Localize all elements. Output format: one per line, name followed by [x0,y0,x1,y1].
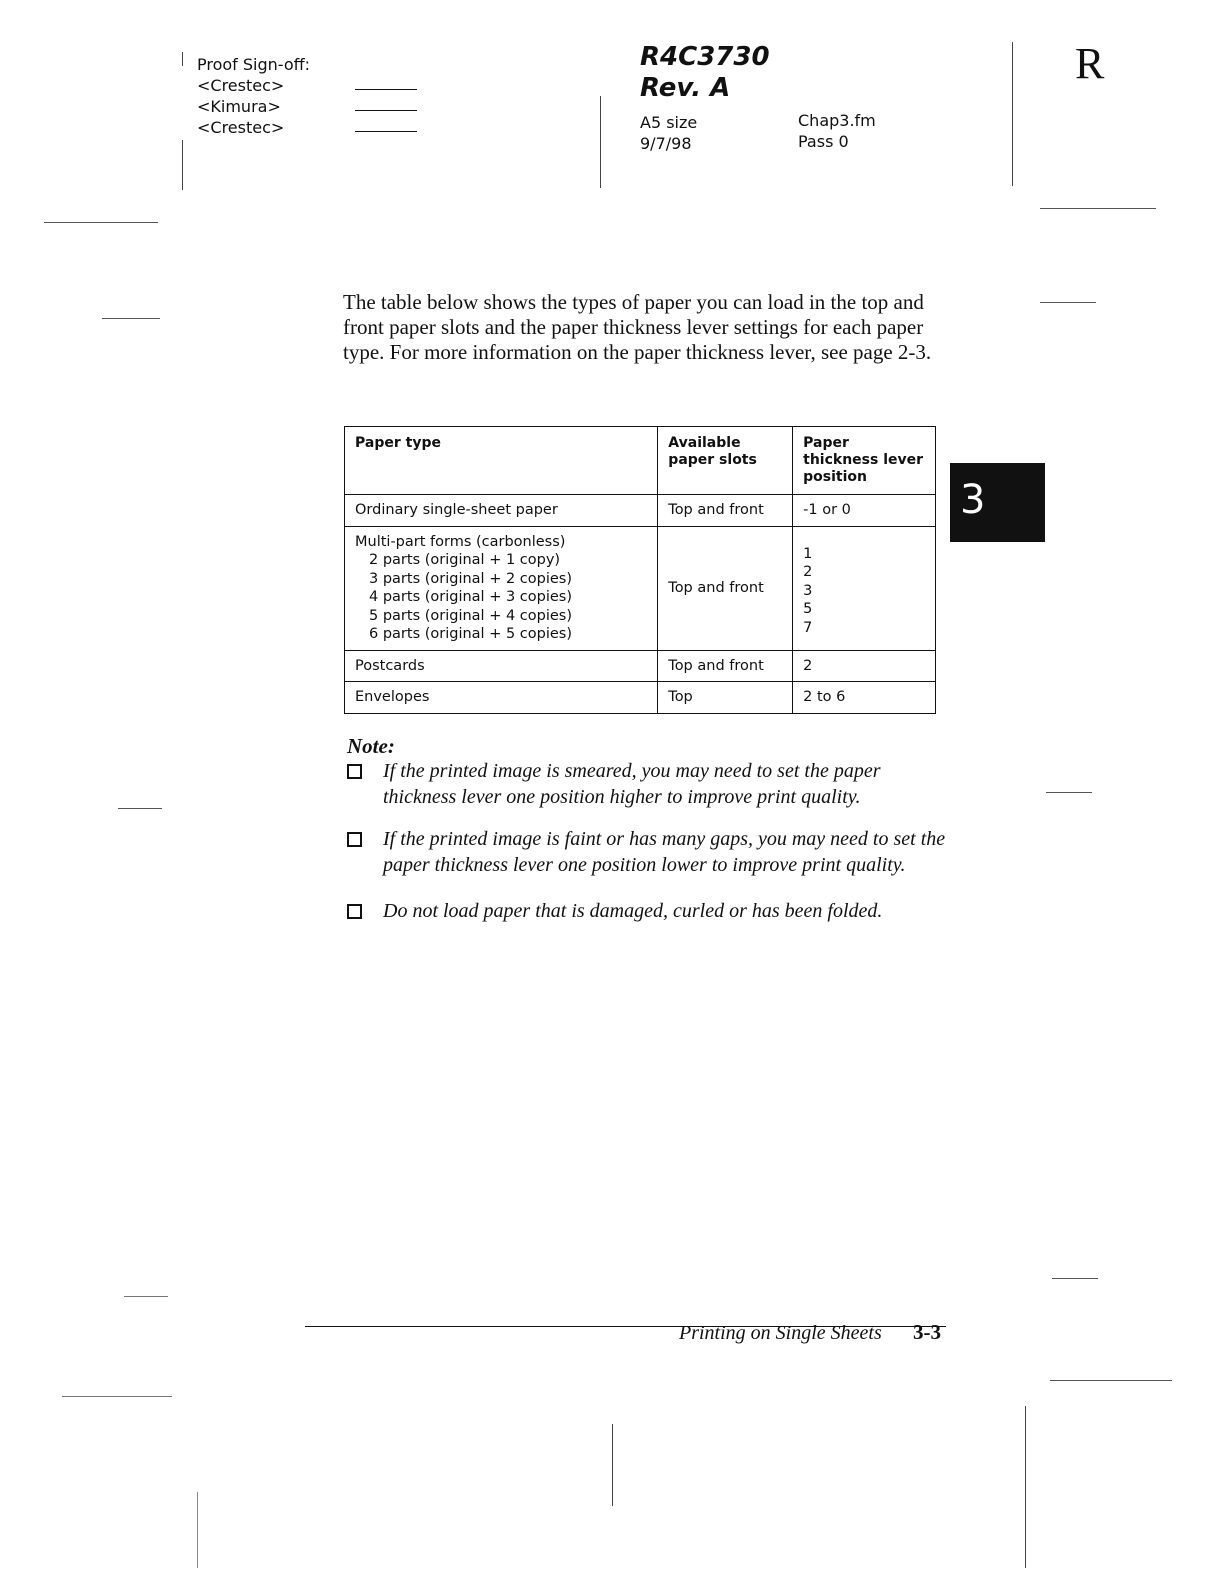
pass: Pass 0 [798,132,849,151]
signoff-name: <Crestec> [197,76,285,95]
table-row [345,495,936,527]
file-pass-block [798,110,876,152]
crop-mark [1012,42,1013,186]
lever-value: 3 [803,582,813,599]
cell-slots: Top and front [658,495,793,527]
note-item [347,826,947,878]
document-code-block [640,42,770,104]
note-item [347,758,947,810]
cell-paper-type [345,526,658,650]
lever-value: 2 [803,564,813,581]
table-row [345,526,936,650]
crop-mark [600,96,601,188]
crop-mark [62,1396,172,1397]
crop-mark [124,1296,168,1297]
multipart-option: 3 parts (original + 2 copies) [369,570,572,587]
crop-mark [1040,302,1096,303]
signature-line [355,89,417,90]
checkbox-bullet-icon [347,832,362,847]
intro-paragraph: The table below shows the types of paper you can load in the top and front paper slots and the paper thickness lever settings for each paper type. For more information on the paper thickness lever, see page 2-3. [343,290,932,364]
crop-mark [102,318,160,319]
cell-paper-type: Ordinary single-sheet paper [345,495,658,527]
cell-lever: 2 to 6 [793,682,936,714]
page-size: A5 size [640,113,698,132]
multipart-option: 2 parts (original + 1 copy) [369,552,561,568]
document-code: R4C3730 [640,42,770,72]
cell-paper-type: Envelopes [345,682,658,714]
corner-mark: R [1075,39,1105,88]
cell-slots: Top and front [658,526,793,650]
crop-mark [1052,1278,1098,1279]
cell-paper-type: Postcards [345,650,658,682]
crop-mark [1025,1406,1026,1568]
chapter-number: 3 [960,477,986,523]
cell-lever: 2 [793,650,936,682]
checkbox-bullet-icon [347,904,362,919]
revision: Rev. A [640,73,731,103]
footer-section-title: Printing on Single Sheets [679,1322,882,1344]
crop-mark [1040,208,1156,209]
lever-value: 5 [803,601,813,618]
multipart-option: 6 parts (original + 5 copies) [369,626,572,642]
table-row [345,682,936,714]
chapter-tab [950,463,1045,542]
lever-value: 1 [803,545,813,562]
signature-line [355,131,417,132]
crop-mark [182,52,183,66]
paper-type-table [344,426,936,714]
lever-value: 7 [803,619,813,636]
note-text: If the printed image is faint or has many gaps, you may need to set the paper thickness lever one position lower to improve print quality. [383,828,946,876]
proof-label: Proof Sign-off: [197,55,311,74]
crop-mark [612,1424,613,1506]
crop-mark [182,140,183,190]
footer-page-number: 3-3 [913,1320,941,1344]
signature-line [355,110,417,111]
column-header-paper-type: Paper type [345,427,658,495]
cell-lever: -1 or 0 [793,495,936,527]
table-row [345,650,936,682]
cell-slots: Top [658,682,793,714]
crop-mark [1050,1380,1172,1381]
multipart-option: 5 parts (original + 4 copies) [369,607,572,624]
size-date-block [640,112,697,154]
proof-signoff-block [197,54,310,138]
multipart-option: 4 parts (original + 3 copies) [369,589,572,605]
date: 9/7/98 [640,134,692,153]
column-header-lever: Paper thickness lever position [793,427,936,495]
note-item [347,898,947,924]
cell-slots: Top and front [658,650,793,682]
crop-mark [44,222,158,223]
signoff-name: <Kimura> [197,97,281,116]
table-header-row [345,427,936,495]
file-name: Chap3.fm [798,111,876,130]
signoff-name: <Crestec> [197,118,285,137]
note-text: If the printed image is smeared, you may need to set the paper thickness lever one position higher to improve print quality. [383,760,881,808]
crop-mark [1046,792,1092,793]
note-title: Note: [347,734,395,758]
crop-mark [118,808,162,809]
cell-lever [793,526,936,650]
multipart-title: Multi-part forms (carbonless) [355,533,566,550]
checkbox-bullet-icon [347,764,362,779]
column-header-slots: Available paper slots [658,427,793,495]
crop-mark [197,1492,198,1568]
note-text: Do not load paper that is damaged, curled or has been folded. [383,900,883,922]
